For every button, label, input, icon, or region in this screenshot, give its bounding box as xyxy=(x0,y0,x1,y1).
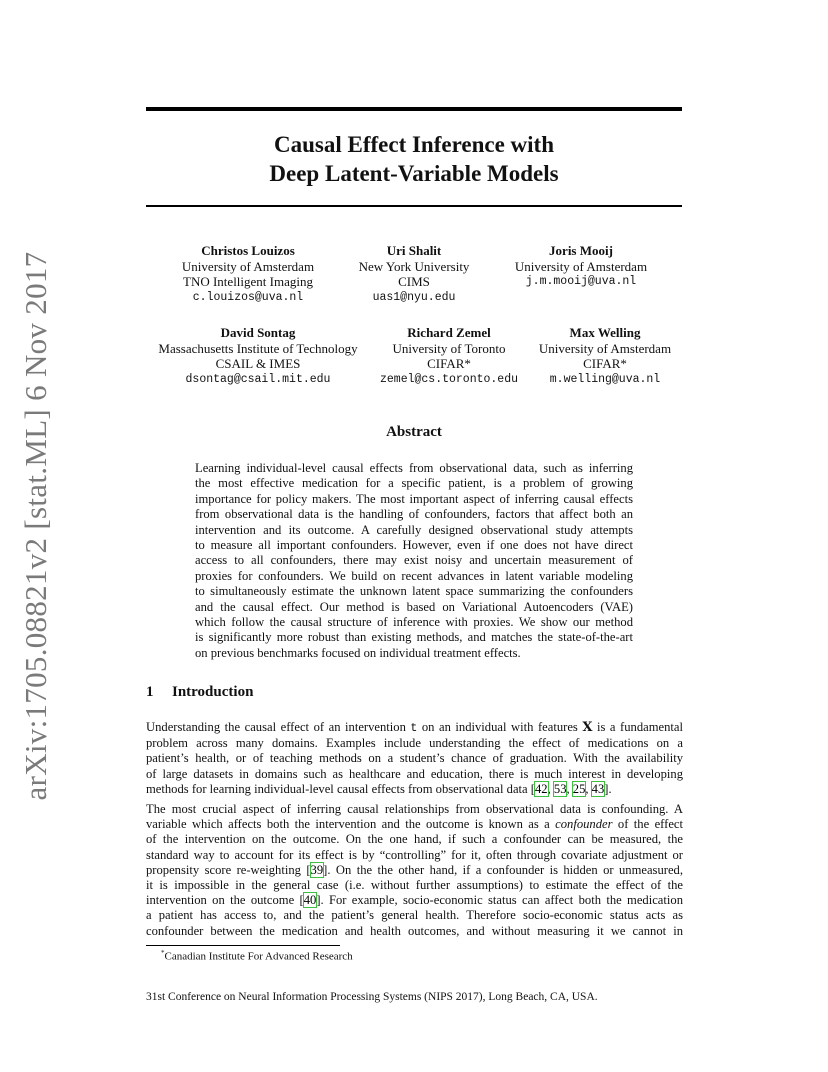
citation-link[interactable]: 53 xyxy=(553,781,567,796)
author-block xyxy=(380,325,518,387)
author-block xyxy=(515,243,647,290)
title-bottom-rule xyxy=(146,205,682,207)
intro-paragraph-2 xyxy=(146,802,683,939)
abstract-line: access to all confounders, there may exist noisy and uncertain measurement of xyxy=(195,553,633,568)
paragraph-line: it is impossible in the general case (i.e. without further assumptions) to estimate the effect of the xyxy=(146,878,683,893)
emphasis: confounder xyxy=(555,817,613,832)
abstract-text xyxy=(195,461,633,661)
abstract-line: importance for policy makers. The most important aspect of inferring causal effects xyxy=(195,491,633,506)
section-heading xyxy=(146,684,253,701)
citation-link[interactable]: 39 xyxy=(310,862,324,877)
paragraph-line: propensity score re-weighting [39]. On the the other hand, if a confounder is hidden or unmeasured, xyxy=(146,862,683,877)
author-affiliation: CIMS xyxy=(398,274,430,289)
paragraph-line: standard way to account for its effect is by “controlling” for it, often through covariate adjustment or xyxy=(146,847,683,862)
author-name: Uri Shalit xyxy=(386,243,442,258)
section-title: Introduction xyxy=(172,684,254,700)
author-email[interactable]: uas1@nyu.edu xyxy=(372,290,456,304)
author-affiliation: University of Amsterdam xyxy=(538,340,672,356)
citation-link[interactable]: 25 xyxy=(572,781,586,796)
abstract-line: from observational data is the handling of confounders, factors that affect both an xyxy=(195,507,633,522)
abstract-line: intervention and its outcome. A carefully designed observational study attempts xyxy=(195,522,633,537)
paragraph-line: intervention on the outcome [40]. For example, socio-economic status can affect both the medication xyxy=(146,893,683,908)
paragraph-line: methods for learning individual-level causal effects from observational data [42, 53, 25, 43]. xyxy=(146,781,612,796)
footnote-text: Canadian Institute For Advanced Research xyxy=(164,950,353,963)
citation-link[interactable]: 43 xyxy=(591,781,605,796)
abstract-heading: Abstract xyxy=(386,424,442,440)
author-affiliation: University of Amsterdam xyxy=(181,258,315,274)
paper-title xyxy=(146,130,682,188)
author-name: Joris Mooij xyxy=(549,243,613,258)
abstract-line: on previous benchmarks focused on individual treatment effects. xyxy=(195,645,521,660)
paragraph-line: of large datasets in domains such as healthcare and education, there is much interest in developing xyxy=(146,766,683,781)
author-email[interactable]: zemel@cs.toronto.edu xyxy=(379,372,519,386)
paragraph-line: The most crucial aspect of inferring causal relationships from observational data is confounding. A xyxy=(146,802,683,816)
author-affiliation: Massachusetts Institute of Technology xyxy=(158,340,358,356)
author-block xyxy=(539,325,671,387)
author-name: Richard Zemel xyxy=(407,325,491,340)
author-email[interactable]: dsontag@csail.mit.edu xyxy=(185,372,331,386)
intro-paragraph-1 xyxy=(146,720,683,797)
author-name: David Sontag xyxy=(220,325,296,340)
author-affiliation: New York University xyxy=(358,258,470,274)
author-block xyxy=(158,325,357,387)
author-email[interactable]: m.welling@uva.nl xyxy=(549,372,661,386)
paragraph-line: Understanding the causal effect of an intervention t on an individual with features X is a fundamental xyxy=(146,720,683,735)
abstract-line: proxies for confounders. We build on recent advances in latent variable modeling xyxy=(195,568,633,583)
conference-note: 31st Conference on Neural Information Processing Systems (NIPS 2017), Long Beach, CA, USA. xyxy=(146,991,598,1003)
paragraph-line: variable which affects both the intervention and the outcome is known as a confounder of the effect xyxy=(146,817,684,832)
author-block xyxy=(359,243,470,305)
author-name: Christos Louizos xyxy=(201,243,295,258)
abstract-line: to measure all important confounders. However, even if one does not have direct xyxy=(195,538,633,553)
title-top-rule xyxy=(146,107,682,111)
author-affiliation: University of Amsterdam xyxy=(514,258,648,274)
citation-link[interactable]: 40 xyxy=(303,893,317,908)
math-variable: X xyxy=(582,720,593,735)
math-variable: t xyxy=(410,722,418,735)
abstract-line: Learning individual-level causal effects from observational data, such as inferring xyxy=(195,461,633,475)
abstract-line: and the causal effect. Our method is based on Variational Autoencoders (VAE) xyxy=(195,599,633,614)
author-name: Max Welling xyxy=(569,325,641,340)
abstract-line: which follow the causal structure of inference with proxies. We show our method xyxy=(195,615,633,630)
footnote xyxy=(161,949,353,963)
author-email[interactable]: j.m.mooij@uva.nl xyxy=(525,275,637,288)
author-affiliation: TNO Intelligent Imaging xyxy=(183,274,313,289)
paragraph-line: confounder between the medication and health outcomes, and without measuring it we cannot in xyxy=(146,923,683,938)
title-line-2: Deep Latent-Variable Models xyxy=(269,161,559,186)
abstract-line: to simultaneously estimate the unknown latent space summarizing the confounders xyxy=(195,584,633,599)
citation-link[interactable]: 42 xyxy=(535,781,548,796)
paragraph-line: problem across many domains. Examples include understanding the effect of medications on a xyxy=(146,736,683,751)
arxiv-identifier[interactable]: arXiv:1705.08821v2 [stat.ML] 6 Nov 2017 xyxy=(18,251,53,801)
footnote-rule xyxy=(146,945,340,946)
abstract-line: the most effective medication for a specific patient, is a problem of growing xyxy=(195,476,633,491)
title-line-1: Causal Effect Inference with xyxy=(274,132,554,157)
author-affiliation: CIFAR* xyxy=(427,356,471,371)
author-affiliation: CSAIL & IMES xyxy=(215,356,301,371)
paragraph-line: a patient has access to, and the patient’s general health. Therefore socio-economic status acts as xyxy=(146,908,683,923)
footnote-mark: * xyxy=(161,949,165,957)
author-block xyxy=(182,243,314,305)
paragraph-line: patient’s health, or of teaching methods on a student’s chance of graduation. With the availability xyxy=(146,751,683,766)
author-affiliation: University of Toronto xyxy=(392,340,506,356)
abstract-line: is significantly more robust than existing methods, and matches the state-of-the-art xyxy=(195,630,633,645)
section-number: 1 xyxy=(146,684,154,700)
author-email[interactable]: c.louizos@uva.nl xyxy=(192,290,304,304)
author-affiliation: CIFAR* xyxy=(583,356,627,371)
paragraph-line: of the intervention on the outcome. On the one hand, if such a confounder can be measured, the xyxy=(146,832,683,847)
